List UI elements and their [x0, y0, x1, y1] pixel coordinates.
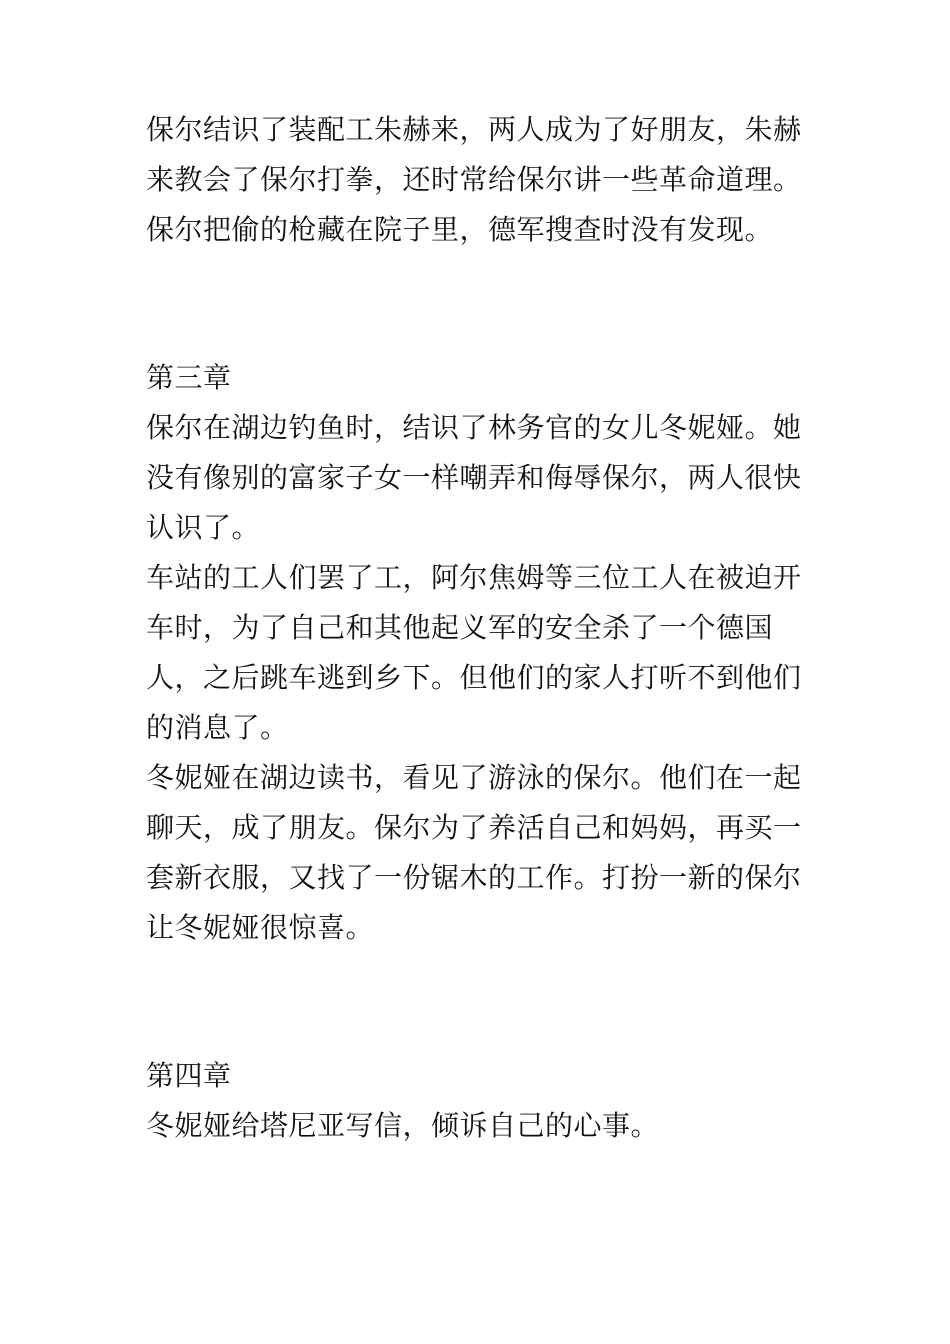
paragraph-line: 车站的工人们罢了工，阿尔焦姆等三位工人在被迫开 [146, 561, 802, 594]
chapter-heading: 第三章 [146, 361, 232, 394]
paragraph-line: 保尔把偷的枪藏在院子里，德军搜查时没有发现。 [146, 213, 774, 246]
paragraph-line: 来教会了保尔打拳，还时常给保尔讲一些革命道理。 [146, 163, 802, 196]
chapter-heading: 第四章 [146, 1059, 232, 1092]
paragraph-line: 的消息了。 [146, 711, 289, 744]
paragraph-line: 聊天，成了朋友。保尔为了养活自己和妈妈，再买一 [146, 811, 802, 844]
paragraph-line: 保尔在湖边钓鱼时，结识了林务官的女儿冬妮娅。她 [146, 411, 802, 444]
paragraph-line: 没有像别的富家子女一样嘲弄和侮辱保尔，两人很快 [146, 461, 802, 494]
paragraph-line: 保尔结识了装配工朱赫来，两人成为了好朋友，朱赫 [146, 113, 802, 146]
paragraph-line: 让冬妮娅很惊喜。 [146, 911, 375, 944]
paragraph-line: 车时，为了自己和其他起义军的安全杀了一个德国 [146, 611, 774, 644]
paragraph-line: 冬妮娅在湖边读书，看见了游泳的保尔。他们在一起 [146, 761, 802, 794]
paragraph-line: 认识了。 [146, 511, 261, 544]
paragraph-line: 套新衣服，又找了一份锯木的工作。打扮一新的保尔 [146, 861, 802, 894]
paragraph-line: 人，之后跳车逃到乡下。但他们的家人打听不到他们 [146, 661, 802, 694]
paragraph-line: 冬妮娅给塔尼亚写信，倾诉自己的心事。 [146, 1109, 660, 1142]
